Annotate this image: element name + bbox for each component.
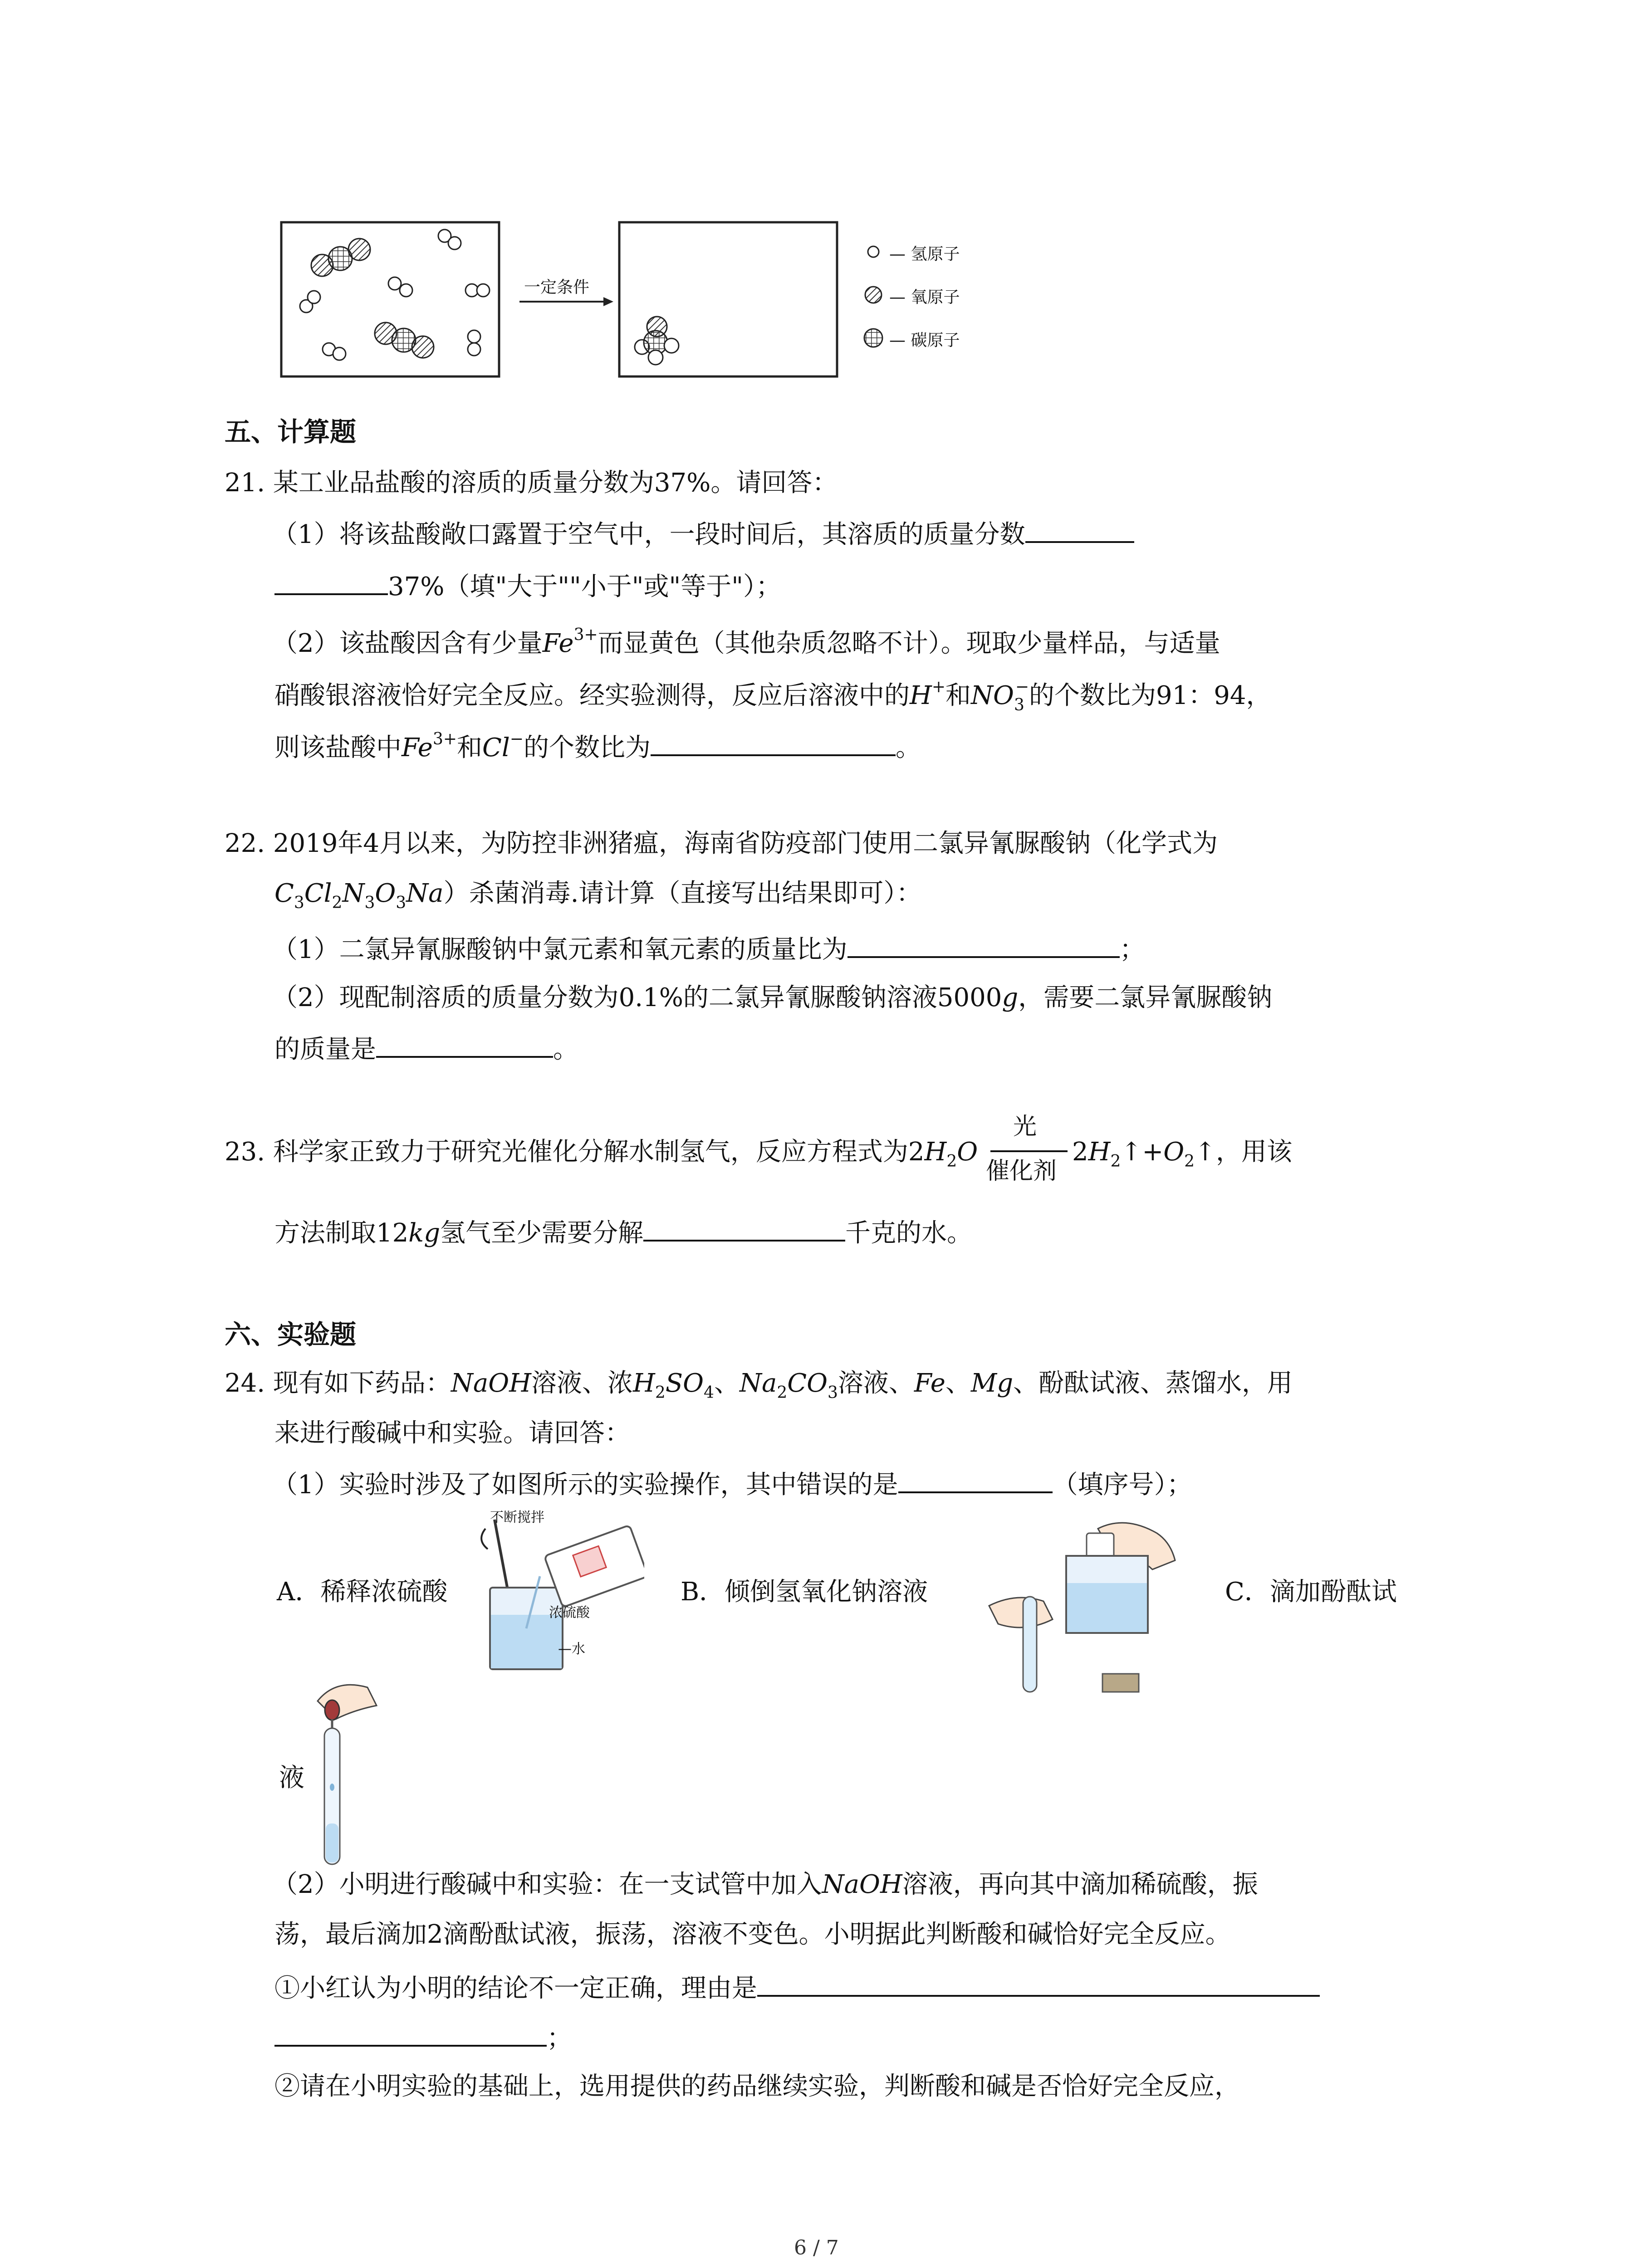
- answer-blank[interactable]: [274, 567, 388, 595]
- answer-blank[interactable]: [898, 1465, 1053, 1493]
- q21-part2-line2: 硝酸银溶液恰好完全反应。经实验测得，反应后溶液中的H+和$NO_3^-$的个数比为91：94，: [274, 678, 1272, 714]
- carbon-atom-icon: [864, 329, 882, 347]
- figure-c-dropping: [299, 1674, 390, 1869]
- q21-stem: 21. 某工业品盐酸的溶质的质量分数为37%。请回答：: [225, 468, 838, 498]
- q21-part2-line1: （2）该盐酸因含有少量$Fe^{3+}$而显黄色（其他杂质忽略不计）。现取少量样品，与适量: [272, 626, 1220, 658]
- q24-stem-line1: 24. 现有如下药品：NaOH溶液、浓$H_2SO_4$、$Na_2CO_3$溶液、Fe、Mg、酚酞试液、蒸馏水，用: [225, 1369, 1293, 1402]
- methanol-molecule: [635, 317, 679, 365]
- legend-hydrogen: — 氢原子: [889, 245, 960, 264]
- section-six-title: 六、实验题: [225, 1319, 357, 1350]
- fig-a-acid-label: 浓硫酸: [549, 1605, 590, 1621]
- hydrogen-atom-icon: [868, 246, 879, 257]
- q24-part2-line2: 荡，最后滴加2滴酚酞试液，振荡，溶液不变色。小明据此判断酸和碱恰好完全反应。: [274, 1920, 1231, 1949]
- legend-oxygen: — 氧原子: [889, 288, 960, 307]
- q22-stem-line1: 22. 2019年4月以来，为防控非洲猪瘟，海南省防疫部门使用二氯异氰脲酸钠（化学式为: [225, 829, 1218, 858]
- answer-blank[interactable]: [376, 1030, 553, 1058]
- reagent-bottle-icon: [544, 1525, 644, 1607]
- oxygen-atom-icon: [865, 287, 882, 303]
- q21-part1-line2: 37%（填"大于""小于"或"等于"）；: [274, 567, 781, 605]
- q22-part2-line1: （2）现配制溶质的质量分数为0.1%的二氯异氰脲酸钠溶液5000g，需要二氯异氰脲酸钠: [272, 983, 1273, 1012]
- answer-blank[interactable]: [651, 728, 896, 756]
- answer-blank[interactable]: [1025, 515, 1134, 543]
- fig-a-water-label: —水: [558, 1641, 585, 1657]
- q21-part1-line1: （1）将该盐酸敞口露置于空气中，一段时间后，其溶质的质量分数: [272, 515, 1134, 553]
- co-molecule: [311, 239, 370, 276]
- q24-part4: ②请在小明实验的基础上，选用提供的药品继续实验，判断酸和碱是否恰好完全反应，: [274, 2072, 1240, 2101]
- reaction-figure: [272, 218, 1452, 390]
- legend-carbon: — 碳原子: [889, 331, 960, 350]
- q24-stem-line2: 来进行酸碱中和实验。请回答：: [274, 1418, 630, 1448]
- arrow-label: 一定条件: [524, 278, 590, 297]
- option-c-label: C．滴加酚酞试: [1225, 1577, 1397, 1607]
- q22-stem-line2: $C_3Cl_2N_3O_3Na$）杀菌消毒.请计算（直接写出结果即可）：: [274, 879, 922, 912]
- section-five-title: 五、计算题: [225, 416, 357, 447]
- answer-blank[interactable]: [274, 2019, 547, 2047]
- q22-part1: （1）二氯异氰脲酸钠中氯元素和氧元素的质量比为 ；: [272, 930, 1145, 968]
- q22-part2-line2: 的质量是 。: [274, 1030, 578, 1068]
- answer-blank[interactable]: [847, 930, 1120, 958]
- q23-stem-line1: 23. 科学家正致力于研究光催化分解水制氢气，反应方程式为$2H_2O$ 光 催化剂 $2H_2↑+O_2↑$，用该: [225, 1113, 1292, 1185]
- answer-blank[interactable]: [757, 1969, 1320, 1997]
- figure-a-dilution: [472, 1510, 644, 1674]
- dropper-icon: [325, 1700, 339, 1720]
- q24-part3-line2: ；: [274, 2019, 572, 2057]
- q23-stem-line2: 方法制取12kg氢气至少需要分解 千克的水。: [274, 1213, 972, 1251]
- figure-b-pouring: [980, 1510, 1198, 1710]
- q24-part2-line1: （2）小明进行酸碱中和实验：在一支试管中加入NaOH溶液，再向其中滴加稀硫酸，振: [272, 1870, 1258, 1899]
- q24-part1: （1）实验时涉及了如图所示的实验操作，其中错误的是 （填序号）；: [272, 1465, 1192, 1503]
- test-tube-icon: [1023, 1597, 1037, 1692]
- answer-blank[interactable]: [643, 1213, 845, 1242]
- co-molecule-2: [375, 323, 434, 358]
- option-a-label: A．稀释浓硫酸: [277, 1577, 448, 1607]
- q24-part3: ①小红认为小明的结论不一定正确，理由是: [274, 1969, 1320, 2007]
- option-c-label-end: 液: [279, 1763, 304, 1793]
- fig-a-stir-label: 不断搅拌: [490, 1510, 544, 1525]
- molecule-diagram: [272, 218, 1452, 390]
- q21-part2-line3: 则该盐酸中$Fe^{3+}$和Cl−的个数比为 。: [274, 721, 921, 766]
- page-number: 6 / 7: [794, 2236, 839, 2259]
- reaction-condition: 光 催化剂: [986, 1140, 1072, 1168]
- option-b-label: B．倾倒氢氧化钠溶液: [681, 1577, 928, 1607]
